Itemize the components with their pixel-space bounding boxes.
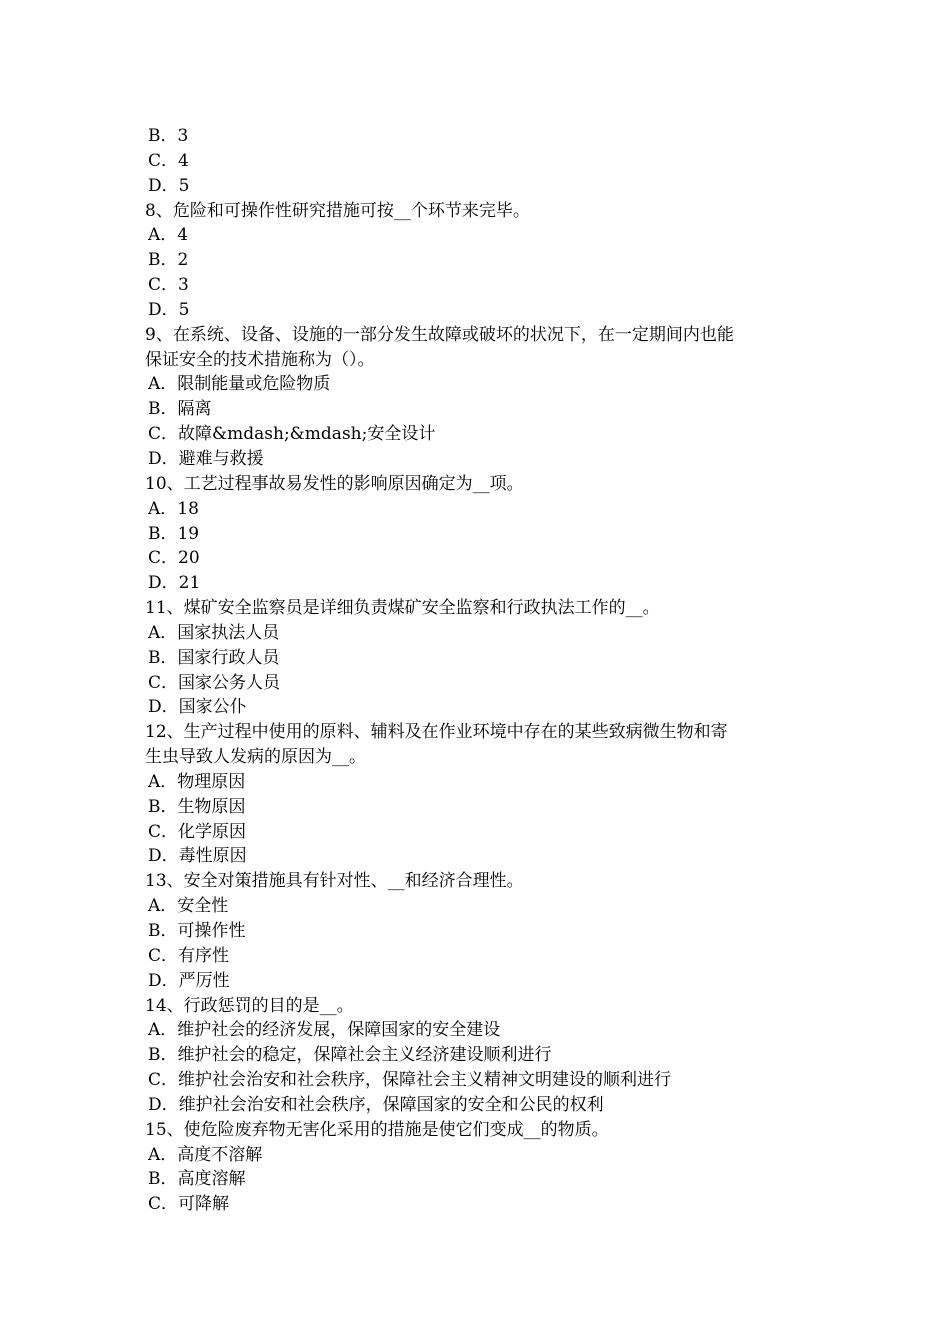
answer-option: B．隔离: [148, 399, 212, 420]
answer-option: B．高度溶解: [148, 1169, 246, 1190]
question-text: 14、行政惩罚的目的是__。: [145, 995, 354, 1016]
question-text: 生虫导致人发病的原因为__。: [145, 747, 366, 768]
answer-option: D．5: [148, 175, 190, 196]
answer-option: D．21: [148, 573, 201, 594]
answer-option: B．可操作性: [148, 921, 246, 941]
answer-option: D．国家公仆: [148, 697, 247, 718]
answer-option: C．故障&mdash;&mdash;安全设计: [148, 424, 436, 445]
question-text: 10、工艺过程事故易发性的影响原因确定为__项。: [145, 473, 524, 494]
question-text: 9、在系统、设备、设施的一部分发生故障或破坏的状况下，在一定期间内也能: [145, 324, 734, 345]
question-text: 15、使危险废弃物无害化采用的措施是使它们变成__的物质。: [145, 1119, 609, 1140]
answer-option: B．3: [148, 126, 189, 146]
answer-option: B．国家行政人员: [148, 647, 280, 668]
answer-option: C．国家公务人员: [148, 672, 281, 693]
answer-option: C．20: [148, 548, 200, 569]
answer-option: D．严厉性: [148, 970, 230, 991]
answer-option: A．安全性: [148, 896, 229, 917]
answer-option: C．化学原因: [148, 821, 247, 842]
answer-option: B．生物原因: [148, 796, 246, 817]
answer-option: B．维护社会的稳定，保障社会主义经济建设顺利进行: [148, 1045, 552, 1066]
question-text: 12、生产过程中使用的原料、辅料及在作业环境中存在的某些致病微生物和寄: [145, 722, 728, 743]
answer-option: A．物理原因: [148, 771, 246, 792]
question-text: 11、煤矿安全监察员是详细负责煤矿安全监察和行政执法工作的__。: [145, 598, 660, 619]
answer-option: C．4: [148, 150, 189, 171]
answer-option: A．高度不溶解: [148, 1144, 263, 1165]
answer-option: A．4: [148, 225, 189, 246]
question-text: 保证安全的技术措施称为（）。: [145, 349, 375, 370]
answer-option: D．毒性原因: [148, 846, 247, 867]
answer-option: D．避难与救援: [148, 448, 264, 469]
answer-option: C．有序性: [148, 945, 230, 966]
question-text: 13、安全对策措施具有针对性、__和经济合理性。: [145, 871, 524, 892]
answer-option: C．维护社会治安和社会秩序，保障社会主义精神文明建设的顺利进行: [148, 1070, 672, 1091]
question-text: 8、危险和可操作性研究措施可按__个环节来完毕。: [145, 200, 530, 221]
answer-option: D．维护社会治安和社会秩序，保障国家的安全和公民的权利: [148, 1094, 604, 1115]
answer-option: A．国家执法人员: [148, 622, 280, 643]
answer-option: C．可降解: [148, 1194, 230, 1215]
answer-option: C．3: [148, 275, 189, 296]
answer-option: A．限制能量或危险物质: [148, 374, 331, 395]
answer-option: A．维护社会的经济发展，保障国家的安全建设: [148, 1020, 501, 1041]
document-body: [145, 124, 810, 1217]
answer-option: D．5: [148, 299, 190, 320]
answer-option: B．2: [148, 250, 189, 271]
answer-option: B．19: [148, 523, 200, 544]
answer-option: A．18: [148, 498, 199, 519]
